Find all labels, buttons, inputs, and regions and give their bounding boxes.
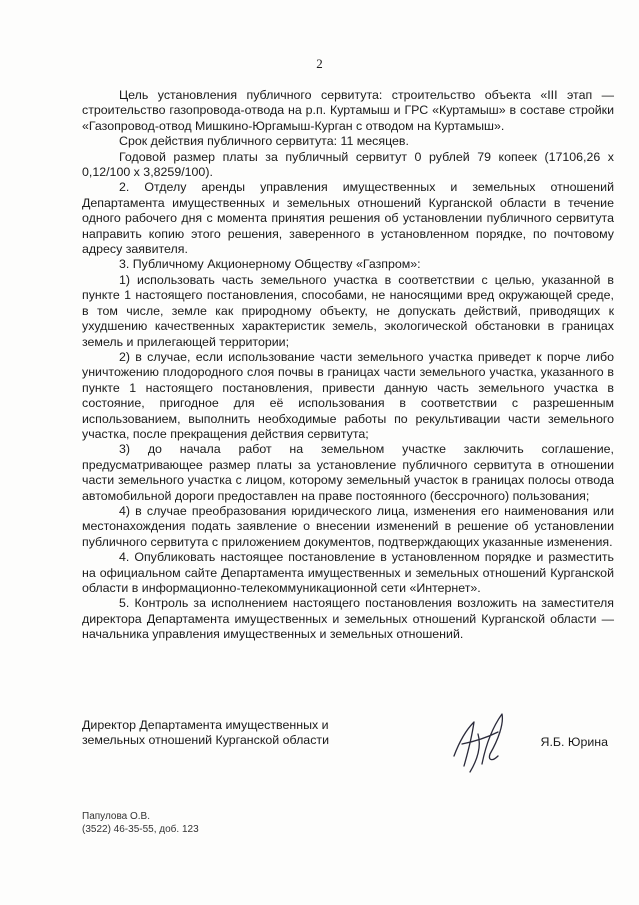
paragraph-item-5: 5. Контроль за исполнением настоящего постановления возложить на заместителя директора Департамента имущественных и земельных отношений Курганской области — начальника управления имущественных и земельных отношений. [82, 596, 614, 642]
document-body [82, 88, 614, 643]
paragraph-purpose: Цель установления публичного сервитута: строительство объекта «III этап — строительство газопровода-отвода на р.п. Куртамыш и ГРС «Куртамыш» в составе стройки «Газопровод-отвод Мишкино-Юргамыш-Курган с отводом на Куртамыш». [82, 88, 614, 133]
paragraph-subitem-3: 3) до начала работ на земельном участке заключить соглашение, предусматривающее размер платы за установление публичного сервитута в отношении части земельного участка с лицом, которому земельный участок в границах полосы отвода автомобильной дороги предоставлен на праве постоянного (бессрочного) пользования; [82, 442, 614, 503]
paragraph-annual-fee: Годовой размер платы за публичный сервитут 0 рублей 79 копеек (17106,26 x 0,12/100 x 3,8259/100). [82, 149, 614, 180]
paragraph-subitem-2: 2) в случае, если использование части земельного участка приведет к порче либо уничтожению плодородного слоя почвы в границах части земельного участка, указанного в пункте 1 настоящего постановления, привести данную часть земельного участка в состояние, пригодное для её использования в соответствии с разрешенным использованием, выполнить необходимые работы по рекультивации части земельного участка, после прекращения действия сервитута; [82, 349, 614, 441]
page-number: 2 [316, 56, 323, 71]
signer-title-line-1: Директор Департамента имущественных и [82, 718, 329, 732]
paragraph-subitem-4: 4) в случае преобразования юридического лица, изменения его наименования или местонахождения подать заявление о внесении изменений в решение об установлении публичного сервитута с приложением документов, подтверждающих указанные изменения. [82, 503, 614, 549]
paragraph-item-3: 3. Публичному Акционерному Обществу «Газпром»: [119, 257, 421, 272]
paragraph-item-4: 4. Опубликовать настоящее постановление в установленном порядке и разместить на официальном сайте Департамента имущественных и земельных отношений Курганской области в информационно-телекоммуникационной сети «Интернет». [82, 550, 614, 595]
handwritten-signature [442, 704, 522, 776]
signer-title [82, 718, 382, 749]
signer-name: Я.Б. Юрина [540, 735, 608, 749]
executor-info [82, 810, 199, 836]
paragraph-subitem-1: 1) использовать часть земельного участка в соответствии с целью, указанной в пункте 1 настоящего постановления, способами, не наносящими вред окружающей среде, в том числе, земле как природному объекту, не допускать действий, приводящих к ухудшению качественных характеристик земель, экологической обстановки в границах земель и прилегающей территории; [82, 272, 614, 349]
paragraph-item-2: 2. Отделу аренды управления имущественных и земельных отношений Департамента имущественных и земельных отношений Курганской области в течение одного рабочего дня с момента принятия решения об установлении публичного сервитута направить копию этого решения, заверенного в установленном порядке, по почтовому адресу заявителя. [82, 180, 614, 257]
paragraph-term: Срок действия публичного сервитута: 11 месяцев. [119, 134, 409, 149]
executor-phone: (3522) 46-35-55, доб. 123 [82, 824, 199, 835]
signature-block [82, 718, 614, 778]
signer-title-line-2: земельных отношений Курганской области [82, 733, 329, 748]
executor-name: Папулова О.В. [82, 811, 150, 822]
